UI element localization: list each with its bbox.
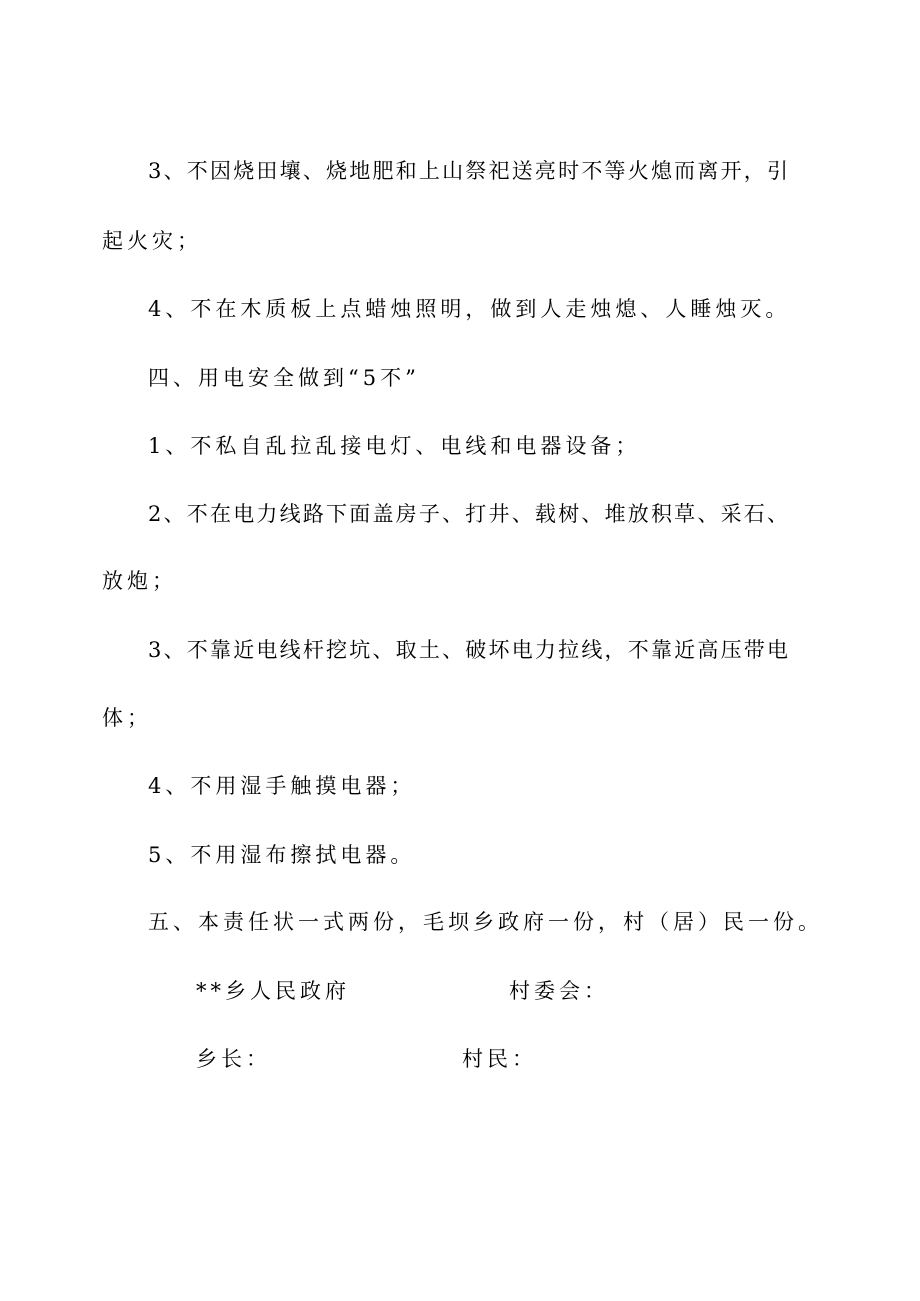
fire-rule-4: 4、不在木质板上点蜡烛照明，做到人走烛熄、人睡烛灭。 [148,297,791,321]
electric-rule-2-line-1: 2、不在电力线路下面盖房子、打井、载树、堆放积草、采石、 [148,502,788,526]
signature-villager: 村民： [462,1047,537,1071]
electric-rule-5: 5、不用湿布擦拭电器。 [148,843,416,867]
electric-rule-3-line-2: 体； [102,706,152,730]
fire-rule-3-line-2: 起火灾； [102,229,202,253]
electric-rule-1: 1、不私自乱拉乱接电灯、电线和电器设备； [148,434,641,458]
signature-village-committee: 村委会： [509,979,609,1003]
electric-rule-3-line-1: 3、不靠近电线杆挖坑、取土、破坏电力拉线，不靠近高压带电 [148,638,788,662]
section-4-heading: 四、用电安全做到“5不” [148,366,420,390]
section-5-text: 五、本责任状一式两份，毛坝乡政府一份，村（居）民一份。 [148,910,823,934]
electric-rule-2-line-2: 放炮； [102,569,177,593]
electric-rule-4: 4、不用湿手触摸电器； [148,774,416,798]
signature-government: **乡人民政府 [196,979,350,1003]
fire-rule-3-line-1: 3、不因烧田壤、烧地肥和上山祭祀送亮时不等火熄而离开，引 [148,159,788,183]
signature-township-head: 乡长： [196,1047,271,1071]
